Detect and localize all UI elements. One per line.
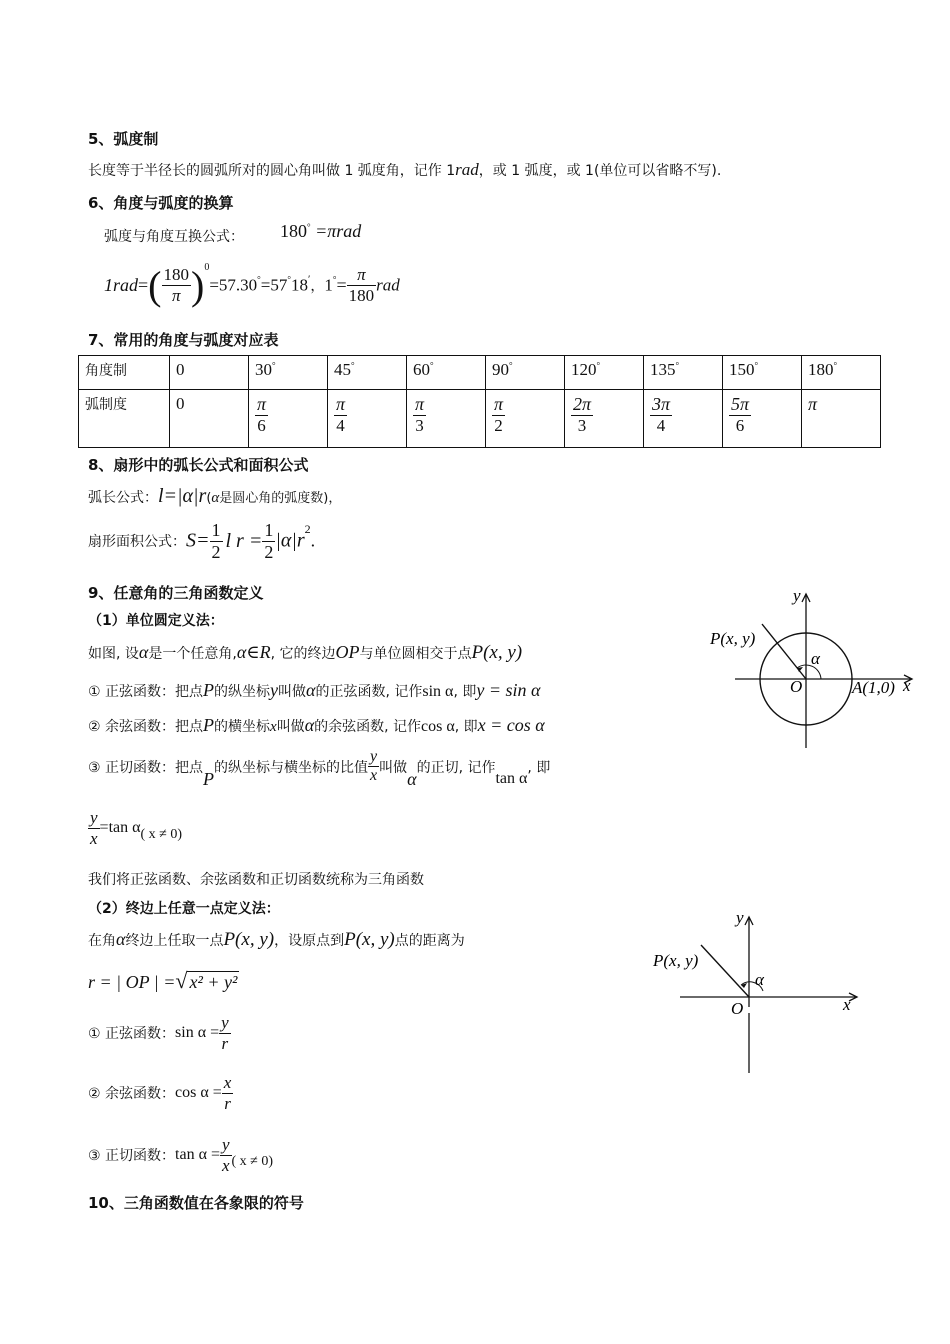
- section-7-title: 7、常用的角度与弧度对应表: [88, 331, 279, 349]
- cos2-num: x: [223, 1073, 232, 1092]
- fig1-O-label: O: [790, 677, 803, 696]
- area-half-den-2: 2: [264, 541, 274, 562]
- section-10-title: 10、三角函数值在各象限的符号: [88, 1194, 304, 1212]
- tan-alpha: α: [407, 768, 417, 789]
- table-cell-label: 弧制度: [79, 390, 170, 448]
- sin-e: , 即: [453, 684, 477, 700]
- r-rad: x² + y²: [189, 972, 238, 992]
- any-point-figure: [645, 905, 865, 1075]
- rad-frac-num: π: [494, 394, 504, 414]
- area-sq: 2: [304, 522, 311, 537]
- p2-P: P(x, y): [223, 929, 275, 950]
- tan2-lhs: tan α =: [175, 1146, 220, 1164]
- cosine-definition: [88, 715, 545, 736]
- p1-P: P(x, y): [471, 642, 523, 663]
- f2-min: 18: [290, 275, 308, 295]
- sin-y: y: [270, 680, 279, 700]
- rad-frac-den: 2: [494, 415, 503, 435]
- arc-note-alpha: α: [211, 490, 220, 506]
- rad-frac-num: π: [257, 394, 267, 414]
- tan-x: x: [370, 767, 378, 785]
- tan-d: 的正切, 记作: [416, 759, 496, 776]
- sin2-label: ① 正弦函数：: [88, 1026, 176, 1043]
- arc-formula: l=|α|r: [158, 485, 207, 507]
- tan-e: , 即: [527, 759, 551, 776]
- sin-c: 叫做: [278, 684, 307, 700]
- deg-60: 60: [413, 360, 430, 379]
- area-alpha: |α|r: [275, 529, 305, 552]
- cos-c: 叫做: [276, 719, 305, 735]
- tangent-formula: [88, 808, 182, 854]
- f2-exp: 0: [204, 262, 210, 273]
- table-cell: [170, 356, 249, 390]
- f2-sep: ，: [310, 278, 325, 295]
- table-cell: 60°: [407, 356, 486, 390]
- rad-pi: π: [808, 394, 818, 414]
- f2-eq2: =: [336, 275, 347, 295]
- table-cell: [644, 390, 723, 448]
- fig1-A-label: A(1,0): [852, 678, 895, 697]
- f2-pi: π: [347, 265, 377, 286]
- f2-eq: =: [138, 275, 149, 295]
- fig1-y-label: y: [793, 586, 801, 605]
- area-half-num: 1: [211, 520, 221, 540]
- fig1-alpha-label: α: [811, 649, 820, 668]
- f2-val: =57.30: [209, 275, 258, 295]
- sin2-num: y: [221, 1013, 229, 1032]
- table-cell: 30°: [249, 356, 328, 390]
- deg-150: 150: [729, 360, 755, 379]
- fig2-x-label: x: [843, 995, 851, 1014]
- cos-b: 的横坐标: [214, 719, 271, 735]
- arc-length-line: [88, 485, 341, 508]
- fig1-P-label: P(x, y): [710, 629, 756, 648]
- f2-1deg: 1: [324, 275, 333, 295]
- cos-a: ② 余弦函数：把点: [88, 719, 204, 735]
- sin-alpha: α: [306, 680, 316, 700]
- conversion-intro: 弧度与角度互换公式：: [104, 229, 244, 245]
- table-cell: [486, 390, 565, 448]
- table-cell: [328, 390, 407, 448]
- f2-rad: rad: [376, 275, 400, 295]
- conversion-formula-2: 1rad=( $\frac{180}{\pi}$ )$^0$=57.30°=57°18′，1°= $\frac{\pi}{180}$ rad: [104, 262, 400, 308]
- tan-note: tan α: [495, 769, 528, 787]
- tan-def-eq: =tan α: [99, 819, 141, 837]
- f1-right: =πrad: [315, 221, 362, 241]
- p2-alpha: α: [116, 929, 126, 949]
- table-cell: 90°: [486, 356, 565, 390]
- fig1-x-label: x: [903, 676, 911, 695]
- p1-c: , 它的终边: [270, 646, 336, 662]
- p2-d: 点的距离为: [394, 933, 465, 949]
- tan-def-cond: ( x ≠ 0): [140, 827, 183, 843]
- sin2-lhs: sin α =: [175, 1024, 220, 1042]
- fig2-alpha-label: α: [755, 970, 764, 989]
- p1-OP: OP: [335, 642, 360, 662]
- f2-num: 180: [163, 265, 189, 285]
- table-cell: 180°: [802, 356, 881, 390]
- section-6-title: 6、角度与弧度的换算: [88, 194, 234, 212]
- tan2-den: x: [221, 1155, 230, 1175]
- cos2-lhs: cos α =: [175, 1084, 222, 1102]
- rad-0: 0: [176, 394, 185, 413]
- sec5-rad: rad: [455, 160, 479, 179]
- fig2-y-label: y: [736, 908, 744, 927]
- subsection-any-point: （2）终边上任意一点定义法：: [88, 901, 280, 917]
- sin2-den: r: [221, 1033, 229, 1053]
- any-point-intro: [88, 929, 465, 951]
- cos2-den: r: [224, 1093, 231, 1113]
- p1-b: 是一个任意角,: [148, 646, 237, 662]
- deg-0: 0: [176, 360, 185, 379]
- sector-area-line: [88, 520, 315, 570]
- f2-val2: =57: [260, 275, 288, 295]
- tangent-ratio: [88, 1135, 273, 1181]
- table-cell: [249, 390, 328, 448]
- sine-definition: [88, 680, 540, 701]
- tan-b: 的纵坐标与横坐标的比值: [214, 759, 369, 776]
- area-half-num-2: 1: [264, 520, 274, 540]
- deg-135: 135: [650, 360, 676, 379]
- table-cell: 45°: [328, 356, 407, 390]
- rad-frac-den: 6: [735, 415, 745, 435]
- arc-label: 弧长公式：: [88, 490, 158, 506]
- tan-def-y: y: [90, 808, 98, 827]
- sec5-tail: ，或 1 弧度，或 1(单位可以省略不写).: [478, 163, 722, 179]
- p1-a: 如图, 设: [88, 646, 139, 662]
- p1-inR: α∈R: [236, 642, 271, 662]
- distance-formula: r = | OP | =√ x² + y²: [88, 968, 238, 993]
- sin-b: 的纵坐标: [214, 684, 271, 700]
- fig2-P-label: P(x, y): [653, 951, 699, 970]
- conversion-formula-1: 180° =πrad: [280, 221, 362, 241]
- area-label: 扇形面积公式：: [88, 534, 186, 551]
- rad-frac-num: π: [415, 394, 425, 414]
- subsection-unit-circle: （1）单位圆定义法：: [88, 613, 224, 629]
- rad-frac-den: 4: [336, 415, 345, 435]
- arc-note-open: (: [206, 491, 212, 506]
- area-lr: l r =: [225, 529, 263, 552]
- rad-frac-den: 4: [656, 415, 666, 435]
- cos-alpha: α: [304, 715, 315, 735]
- cos2-label: ② 余弦函数：: [88, 1086, 176, 1103]
- sin-P: P: [203, 680, 215, 700]
- unit-circle-intro: [88, 642, 522, 664]
- cos-e: , 即: [454, 719, 478, 735]
- terminal-side: [701, 945, 749, 997]
- deg-30: 30: [255, 360, 272, 379]
- f2-den: π: [171, 286, 181, 305]
- rad-frac-den: 6: [257, 415, 266, 435]
- table-cell: [565, 390, 644, 448]
- deg-120: 120: [571, 360, 597, 379]
- table-row-degree: [79, 356, 881, 390]
- p2-P2: P(x, y): [344, 929, 395, 950]
- table-cell-label: 角度制: [79, 356, 170, 390]
- area-end: .: [310, 530, 316, 551]
- tan-def-x: x: [90, 828, 98, 848]
- deg-180: 180: [808, 360, 834, 379]
- sin-d: 的正弦函数, 记作: [315, 684, 423, 700]
- tan-y: y: [368, 748, 379, 767]
- rad-frac-num: 2π: [573, 394, 592, 414]
- arc-note: 是圆心角的弧度数)，: [219, 491, 342, 506]
- tan2-num: y: [221, 1135, 230, 1154]
- rad-frac-num: 3π: [652, 394, 671, 414]
- tan-P: P: [203, 768, 215, 789]
- table-cell: [723, 390, 802, 448]
- rad-frac-num: 5π: [731, 394, 750, 414]
- cosine-ratio: [88, 1073, 233, 1119]
- table-cell: 135°: [644, 356, 723, 390]
- p2-a: 在角: [88, 933, 116, 949]
- area-S: S=: [186, 529, 210, 552]
- table-cell: [170, 390, 249, 448]
- section-5-title: 5、弧度制: [88, 130, 159, 148]
- unit-circle-figure: [700, 580, 925, 755]
- rad-frac-den: 3: [415, 415, 424, 435]
- sine-ratio: [88, 1013, 231, 1059]
- cos-d: 的余弦函数, 记作: [314, 719, 422, 735]
- p2-b: 终边上任取一点: [125, 933, 224, 949]
- f2-180: 180: [348, 286, 375, 305]
- section-8-title: 8、扇形中的弧长公式和面积公式: [88, 456, 309, 474]
- p1-alpha: α: [138, 642, 149, 662]
- deg-90: 90: [492, 360, 509, 379]
- sin-note: sin α: [422, 683, 454, 700]
- cos-x: x: [270, 719, 277, 735]
- rad-frac-den: 3: [577, 415, 587, 435]
- table-cell: [407, 390, 486, 448]
- table-cell: [802, 390, 881, 448]
- table-cell: 150°: [723, 356, 802, 390]
- r-def: r = | OP | =: [88, 972, 176, 992]
- sec5-line: 长度等于半径长的圆弧所对的圆心角叫做 1 弧度角，记作 1: [88, 163, 456, 179]
- area-half-den: 2: [211, 541, 221, 562]
- fig2-O-label: O: [731, 999, 744, 1018]
- summary-line: 我们将正弦函数、余弦函数和正切函数统称为三角函数: [88, 872, 424, 888]
- tan2-label: ③ 正切函数：: [88, 1148, 176, 1165]
- tan-a: ③ 正切函数：把点: [88, 759, 204, 776]
- f1-left: 180: [280, 221, 307, 241]
- tan2-cond: ( x ≠ 0): [231, 1154, 274, 1170]
- tan-c: 叫做: [379, 759, 408, 776]
- cos-note: cos α: [421, 718, 455, 735]
- cos-P: P: [203, 715, 215, 735]
- deg-45: 45: [334, 360, 351, 379]
- angle-radian-table: [78, 355, 881, 448]
- tangent-definition: [88, 748, 550, 794]
- sin-a: ① 正弦函数：把点: [88, 684, 204, 700]
- sin-eq: y = sin α: [476, 680, 541, 700]
- table-row-radian: [79, 390, 881, 448]
- p2-c: ，设原点到: [274, 933, 345, 949]
- table-cell: 120°: [565, 356, 644, 390]
- cos-eq: x = cos α: [477, 715, 545, 735]
- section-5-text: [88, 160, 721, 180]
- f2-1rad: 1rad: [104, 275, 139, 295]
- rad-frac-num: π: [336, 394, 346, 414]
- p1-d: 与单位圆相交于点: [359, 646, 472, 662]
- section-9-title: 9、任意角的三角函数定义: [88, 584, 264, 602]
